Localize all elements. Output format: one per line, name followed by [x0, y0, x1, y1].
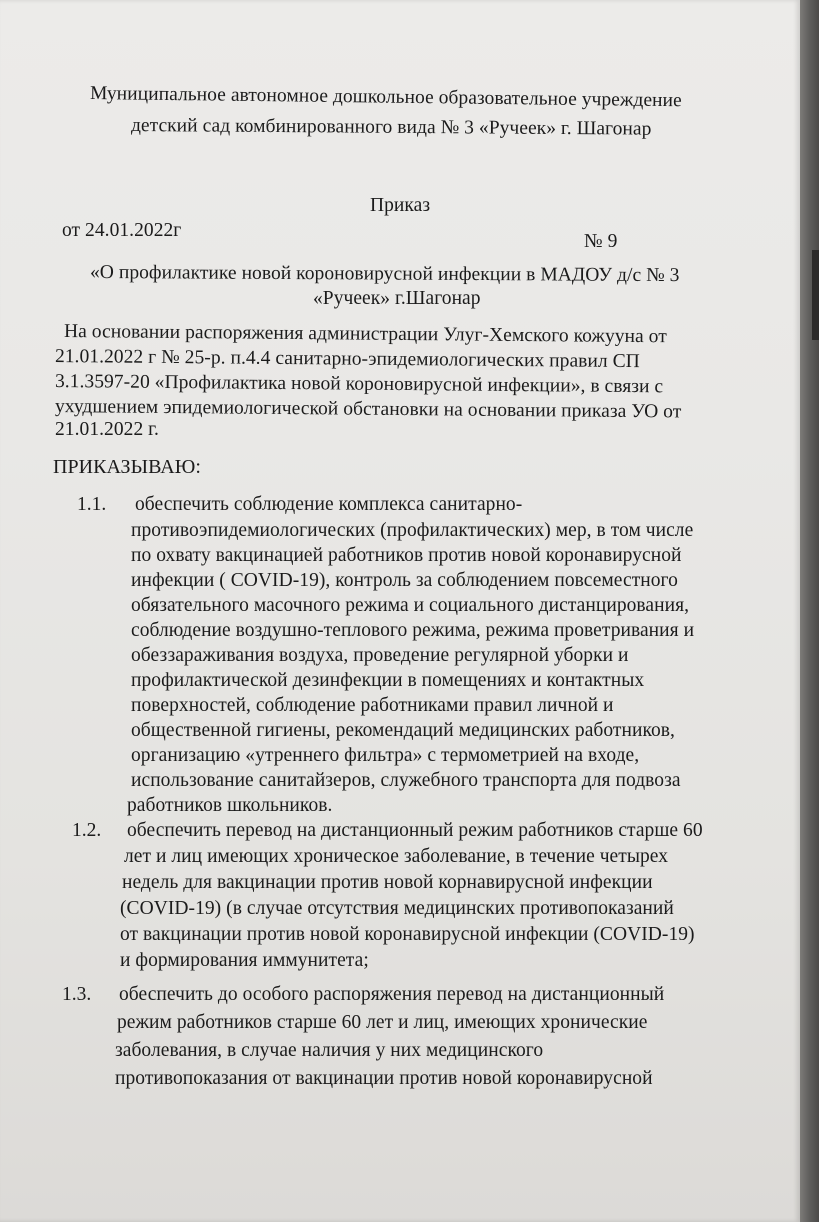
item-line: (COVID-19) (в случае отсутствия медицинских противопоказаний: [120, 898, 674, 919]
item-number: 1.2.: [72, 820, 102, 841]
item-line: и формирования иммунитета;: [120, 950, 369, 971]
item-number: 1.3.: [62, 984, 92, 1005]
item-line: обеспечить соблюдение комплекса санитарно-: [135, 494, 523, 515]
preamble-line: ухудшением эпидемиологической обстановки на основании приказа УО от: [54, 396, 682, 423]
item-line: по охвату вакцинацией работников против новой коронавирусной: [131, 545, 682, 566]
item-line: обеззараживания воздуха, проведение регулярной уборки и: [131, 645, 629, 666]
order-number: № 9: [584, 231, 618, 252]
item-line: режим работников старше 60 лет и лиц, имеющих хронические: [117, 1012, 648, 1033]
command-heading: ПРИКАЗЫВАЮ:: [53, 456, 201, 478]
order-title: Приказ: [370, 195, 431, 216]
item-line: инфекции ( COVID-19), контроль за соблюдением повсеместного: [131, 570, 678, 591]
item-line: обеспечить перевод на дистанционный режим работников старше 60: [127, 820, 703, 841]
order-subject-line-1: «О профилактике новой короновирусной инфекции в МАДОУ д/с № 3: [89, 262, 680, 287]
institution-line-1: Муниципальное автономное дошкольное образовательное учреждение: [89, 83, 682, 112]
table-surface-mark: [812, 250, 819, 340]
preamble-line: На основании распоряжения администрации Улуг-Хемского кожууна от: [63, 321, 667, 348]
item-line: лет и лиц имеющих хроническое заболевание, в течение четырех: [124, 846, 669, 867]
item-line: противопоказания от вакцинации против новой коронавирусной: [115, 1068, 653, 1089]
item-line: противоэпидемиологических (профилактических) мер, в том числе: [131, 520, 694, 541]
order-date: от 24.01.2022г: [62, 220, 182, 241]
item-line: обеспечить до особого распоряжения перевод на дистанционный: [119, 984, 665, 1005]
item-line: поверхностей, соблюдение работниками правил личной и: [131, 695, 614, 716]
item-line: общественной гигиены, рекомендаций медицинских работников,: [131, 720, 675, 741]
institution-line-2: детский сад комбинированного вида № 3 «Ручеек» г. Шагонар: [130, 115, 652, 140]
item-line: недель для вакцинации против новой корнавирусной инфекции: [122, 872, 653, 893]
item-number: 1.1.: [77, 494, 107, 515]
item-line: обязательного масочного режима и социального дистанцирования,: [131, 595, 690, 616]
preamble-line: 21.01.2022 г № 25-р. п.4.4 санитарно-эпидемиологических правил СП: [54, 346, 640, 373]
item-line: заболевания, в случае наличия у них медицинского: [115, 1040, 544, 1061]
preamble-line: 21.01.2022 г.: [55, 419, 159, 440]
item-line: использование санитайзеров, служебного транспорта для подвоза: [131, 770, 681, 791]
order-subject-line-2: «Ручеек» г.Шагонар: [313, 288, 481, 309]
item-line: профилактической дезинфекции в помещениях и контактных: [131, 670, 645, 691]
preamble-line: 3.1.3597-20 «Профилактика новой короновирусной инфекции», в связи с: [54, 371, 664, 398]
item-line: организацию «утреннего фильтра» с термометрией на входе,: [131, 745, 640, 766]
item-line: от вакцинации против новой коронавирусной инфекции (COVID-19): [120, 924, 695, 945]
item-line: соблюдение воздушно-теплового режима, режима проветривания и: [131, 620, 695, 641]
item-line: работников школьников.: [127, 795, 333, 816]
